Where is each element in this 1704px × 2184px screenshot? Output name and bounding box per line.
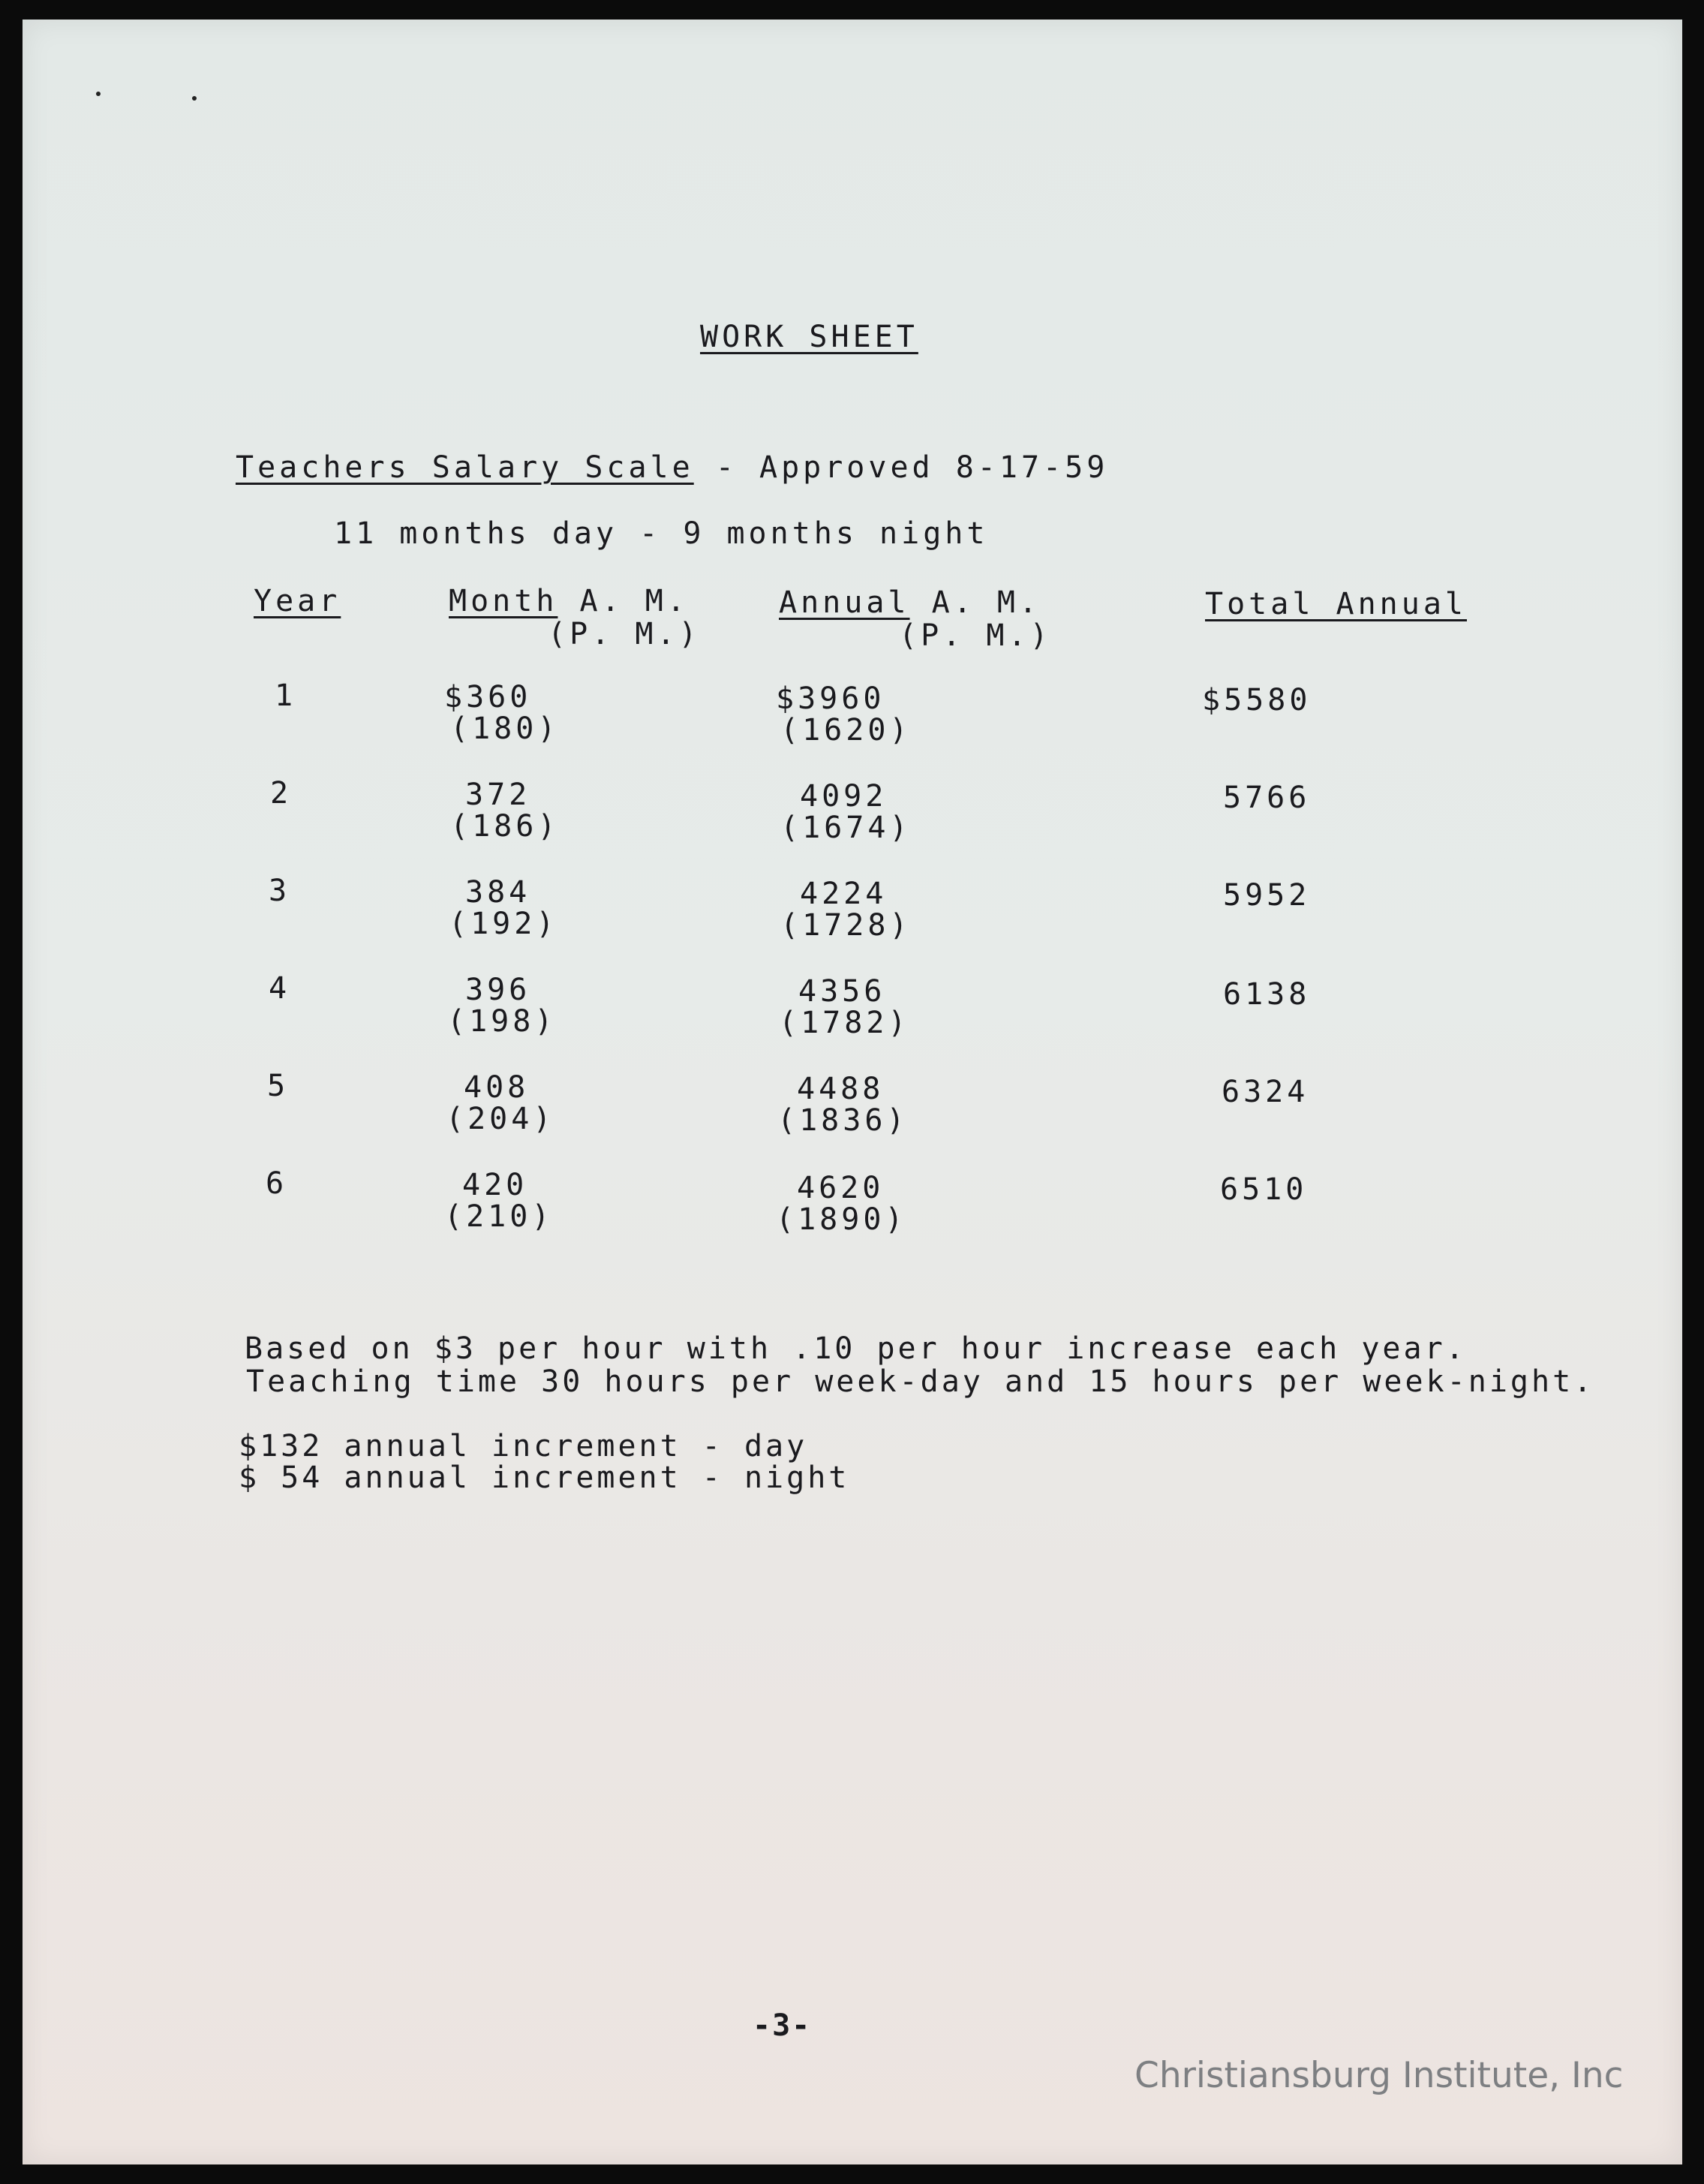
paper-speck bbox=[96, 92, 101, 96]
annual-am-label: A. M. bbox=[909, 585, 1041, 620]
increment-line: $ 54 annual increment - night bbox=[239, 1461, 850, 1495]
month-pm-cell: (198) bbox=[447, 1004, 557, 1039]
month-pm-cell: (186) bbox=[450, 809, 560, 844]
month-pm-cell: (204) bbox=[446, 1102, 555, 1136]
total-cell: 6510 bbox=[1220, 1172, 1308, 1207]
month-pm-label: (P. M.) bbox=[548, 617, 701, 651]
year-cell: 5 bbox=[267, 1069, 290, 1103]
page-number: -3- bbox=[753, 2008, 812, 2043]
note-line: Teaching time 30 hours per week-day and 15 hours per week-night. bbox=[246, 1364, 1595, 1399]
month-pm-cell: (210) bbox=[444, 1199, 554, 1234]
month-am-cell: 384 bbox=[465, 875, 531, 910]
year-cell: 6 bbox=[266, 1166, 288, 1201]
total-cell: 6138 bbox=[1223, 977, 1311, 1012]
month-am-cell: 396 bbox=[465, 973, 531, 1007]
month-label: Month bbox=[449, 584, 558, 618]
total-cell: 5766 bbox=[1223, 781, 1311, 815]
page-title: WORK SHEET bbox=[700, 320, 918, 354]
note-line: Based on $3 per hour with .10 per hour increase each year. bbox=[245, 1331, 1467, 1366]
annual-am-cell: 4224 bbox=[800, 877, 888, 911]
scale-title: Teachers Salary Scale bbox=[236, 450, 694, 485]
annual-pm-cell: (1836) bbox=[777, 1103, 909, 1138]
month-am-cell: 420 bbox=[462, 1168, 528, 1202]
annual-am-cell: $3960 bbox=[776, 681, 885, 716]
total-cell: 5952 bbox=[1223, 878, 1311, 913]
column-header-month bbox=[449, 584, 689, 618]
column-header-year: Year bbox=[254, 584, 341, 618]
annual-pm-cell: (1890) bbox=[776, 1202, 907, 1237]
month-am-cell: 372 bbox=[465, 778, 531, 812]
total-cell: $5580 bbox=[1202, 683, 1312, 717]
scale-heading bbox=[236, 450, 1108, 485]
watermark: Christiansburg Institute, Inc bbox=[1134, 2055, 1624, 2096]
scale-approved: - Approved 8-17-59 bbox=[693, 450, 1109, 485]
month-pm-cell: (192) bbox=[449, 907, 558, 941]
column-header-annual bbox=[779, 585, 1041, 620]
annual-am-cell: 4092 bbox=[800, 779, 888, 814]
annual-pm-cell: (1782) bbox=[779, 1006, 910, 1040]
annual-pm-cell: (1728) bbox=[780, 908, 912, 943]
annual-am-cell: 4356 bbox=[798, 974, 886, 1009]
annual-am-cell: 4620 bbox=[797, 1171, 885, 1205]
annual-pm-label: (P. M.) bbox=[899, 618, 1052, 653]
year-cell: 1 bbox=[275, 678, 297, 713]
year-cell: 2 bbox=[270, 776, 293, 811]
year-cell: 4 bbox=[269, 971, 291, 1006]
annual-pm-cell: (1674) bbox=[780, 811, 912, 845]
total-cell: 6324 bbox=[1222, 1075, 1309, 1109]
month-am-label: A. M. bbox=[557, 584, 689, 618]
scale-subtitle: 11 months day - 9 months night bbox=[334, 516, 989, 551]
month-am-cell: 408 bbox=[464, 1070, 530, 1105]
increment-line: $132 annual increment - day bbox=[239, 1429, 808, 1464]
paper-speck bbox=[192, 96, 197, 101]
year-cell: 3 bbox=[269, 874, 291, 908]
annual-pm-cell: (1620) bbox=[780, 713, 912, 748]
annual-am-cell: 4488 bbox=[797, 1072, 885, 1106]
annual-label: Annual bbox=[779, 585, 910, 620]
column-header-total: Total Annual bbox=[1205, 587, 1467, 621]
month-am-cell: $360 bbox=[444, 680, 532, 714]
month-pm-cell: (180) bbox=[450, 711, 560, 746]
